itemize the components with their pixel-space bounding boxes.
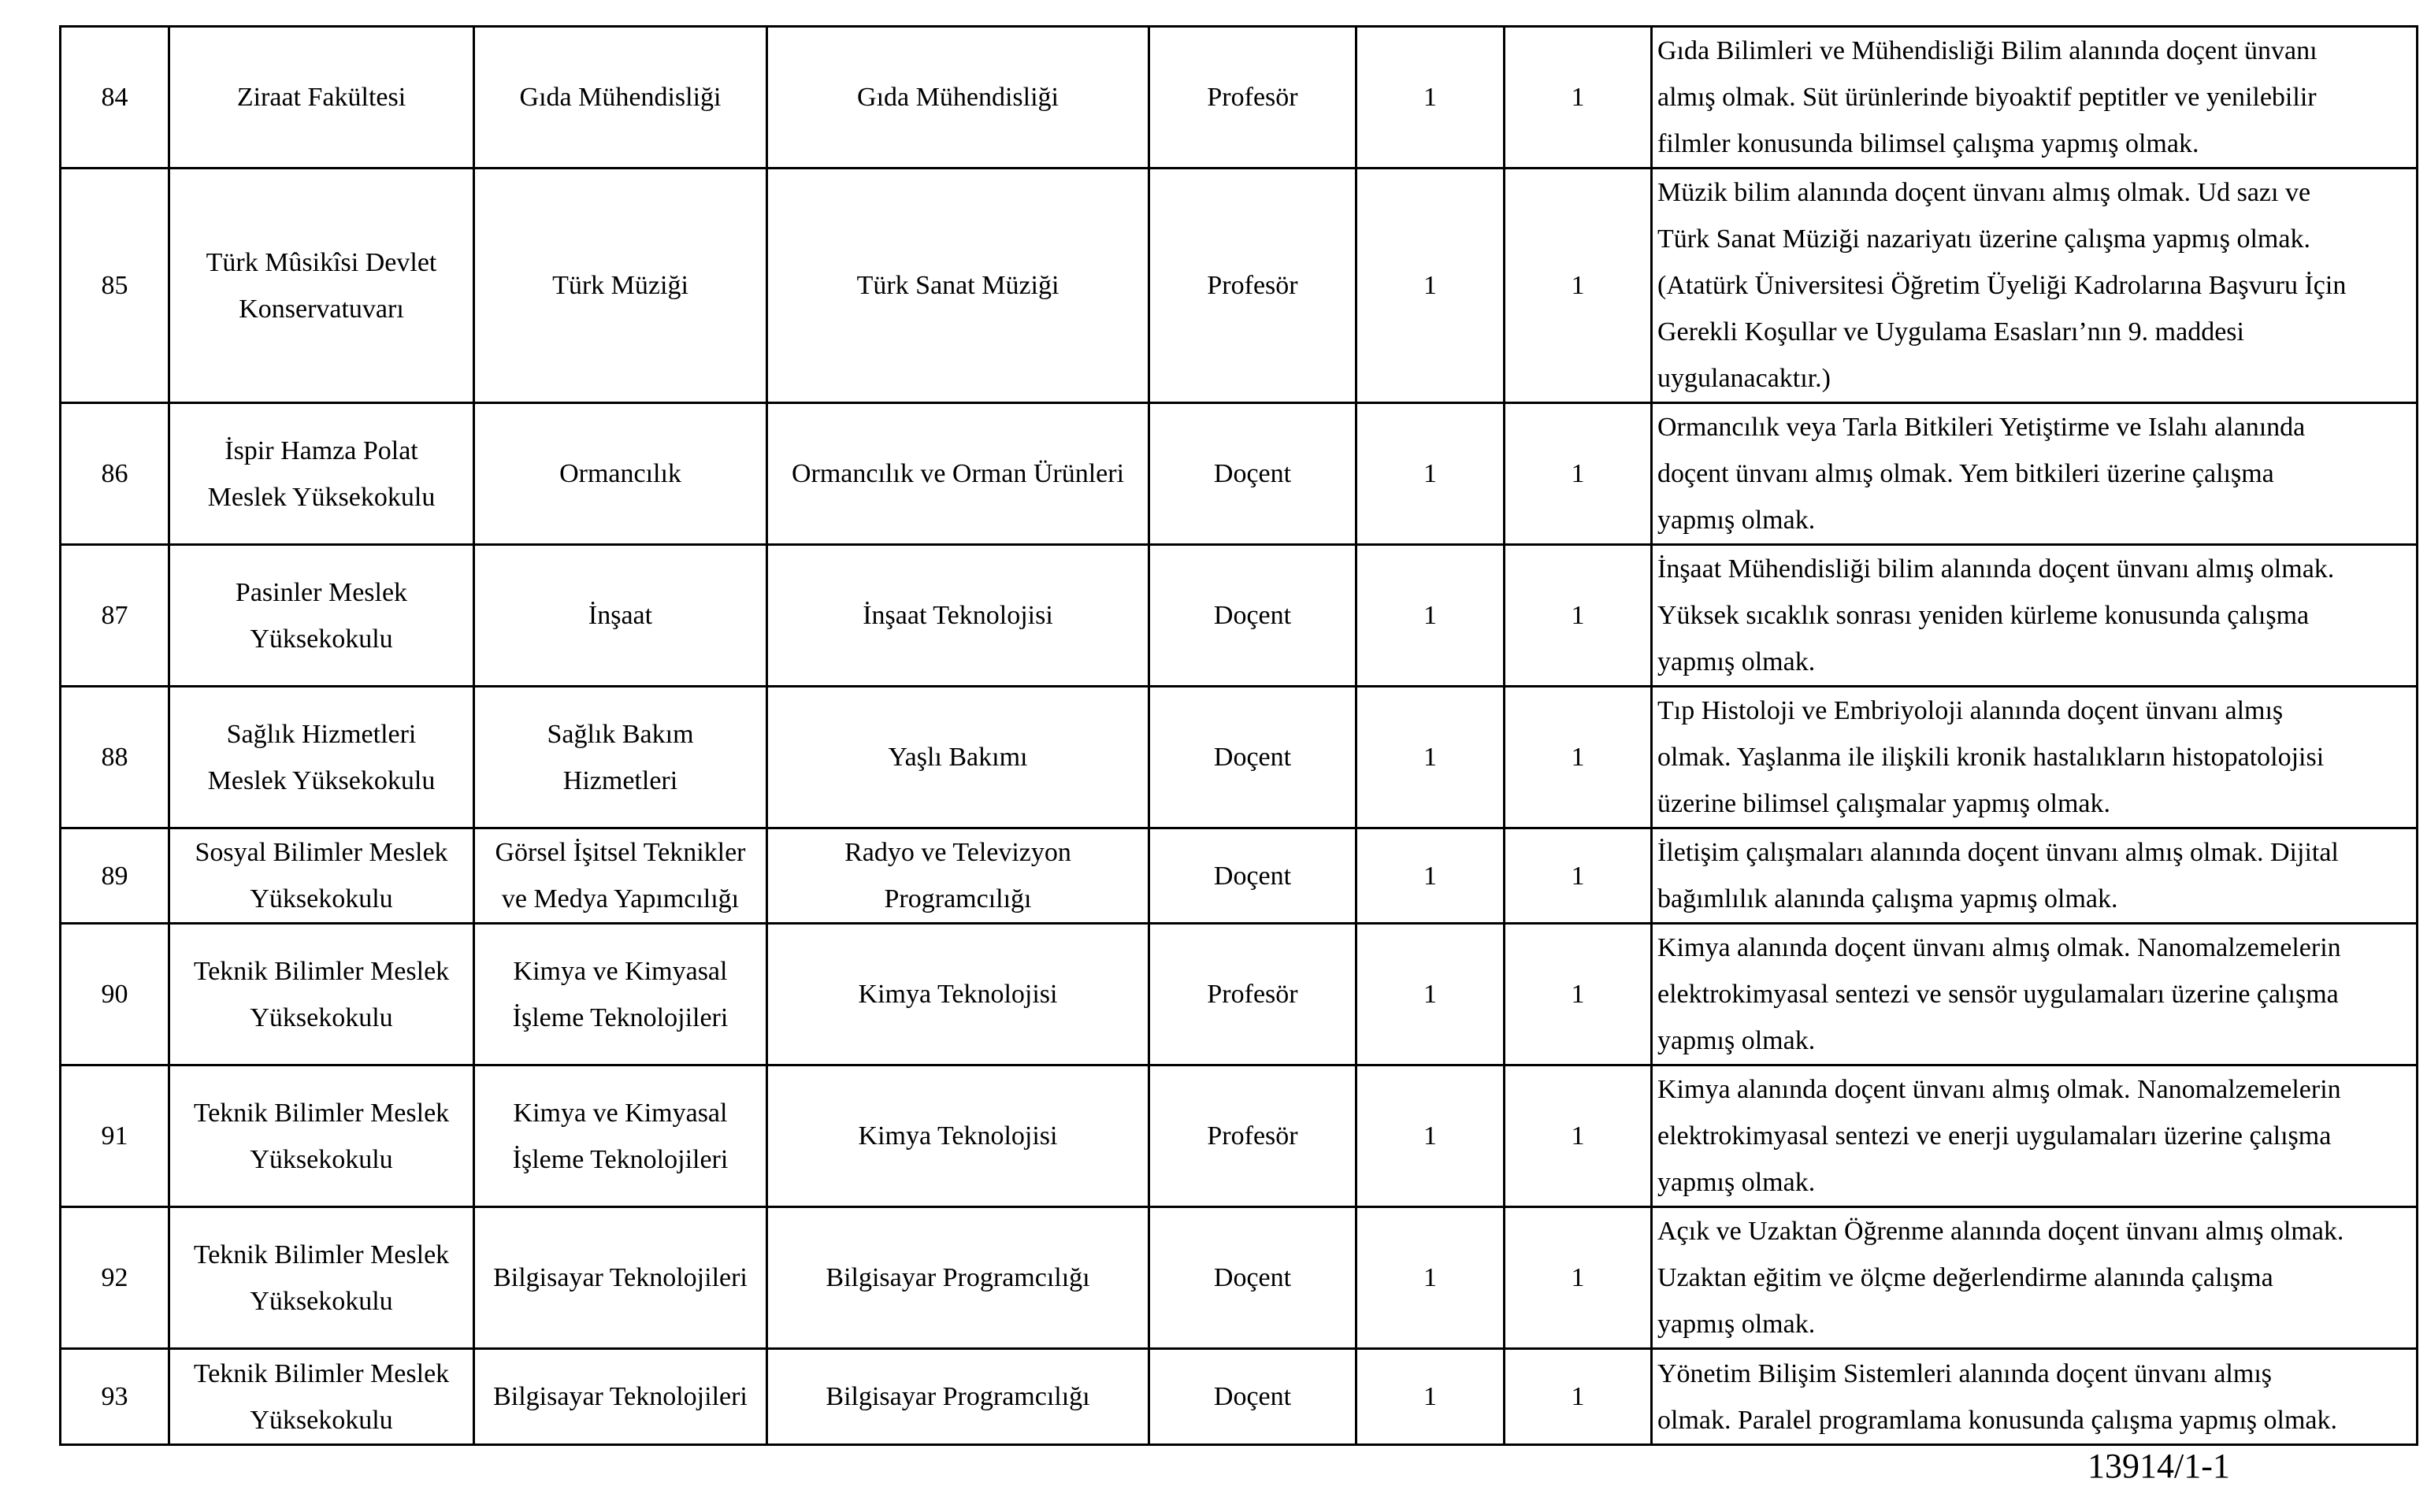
department-cell [474,545,767,687]
department-line: Kimya ve Kimyasal [513,1098,728,1128]
degree-cell: 1 [1356,924,1505,1065]
unit-name-line: Yüksekokulu [250,1405,393,1435]
requirements-line: Gıda Bilimleri ve Mühendisliği Bilim alanında doçent ünvanı [1657,36,2318,65]
department-cell [474,687,767,828]
unit-name-line: Pasinler Meslek [235,577,408,607]
row-number-cell: 84 [61,27,169,169]
position-count-cell: 1 [1505,169,1652,403]
unit-name-cell [169,1207,474,1349]
program-name-line: İnşaat Teknolojisi [863,601,1053,630]
unit-name-cell [169,687,474,828]
program-name-line: Programcılığı [884,884,1032,914]
department-cell [474,27,767,169]
requirements-line: (Atatürk Üniversitesi Öğretim Üyeliği Kadrolarına Başvuru İçin [1657,271,2347,300]
program-name-line: Bilgisayar Programcılığı [826,1263,1090,1292]
degree-cell: 1 [1356,1207,1505,1349]
position-count-cell: 1 [1505,1207,1652,1349]
requirements-cell [1652,687,2418,828]
department-line: ve Medya Yapımcılığı [501,884,740,914]
department-line: Sağlık Bakım [547,719,694,749]
program-name-cell [767,1207,1149,1349]
requirements-line: yapmış olmak. [1657,506,1816,535]
department-line: İşleme Teknolojileri [512,1144,729,1174]
requirements-line: İletişim çalışmaları alanında doçent ünvanı almış olmak. Dijital [1657,838,2339,867]
degree-cell: 1 [1356,545,1505,687]
requirements-cell [1652,1207,2418,1349]
program-name-line: Yaşlı Bakımı [888,743,1028,772]
academic-title-cell: Doçent [1149,545,1356,687]
department-cell [474,1065,767,1207]
table-row [61,1349,2418,1445]
requirements-line: almış olmak. Süt ürünlerinde biyoaktif peptitler ve yenilebilir [1657,83,2317,112]
unit-name-line: Yüksekokulu [250,624,393,654]
requirements-line: Kimya alanında doçent ünvanı almış olmak. Nanomalzemelerin [1657,1075,2341,1104]
table-row [61,27,2418,169]
requirements-line: uygulanacaktır.) [1657,364,1831,393]
unit-name-cell [169,1065,474,1207]
unit-name-line: Teknik Bilimler Meslek [193,956,450,986]
unit-name-line: Yüksekokulu [250,884,393,914]
table-row [61,403,2418,545]
requirements-line: üzerine bilimsel çalışmalar yapmış olmak. [1657,789,2110,818]
department-line: Türk Müziği [552,271,688,300]
unit-name-line: Sağlık Hizmetleri [226,719,417,749]
position-count-cell: 1 [1505,545,1652,687]
department-line: Bilgisayar Teknolojileri [493,1263,748,1292]
department-line: Gıda Mühendisliği [519,83,722,112]
requirements-line: yapmış olmak. [1657,647,1816,676]
academic-title-cell: Doçent [1149,1349,1356,1445]
requirements-line: filmler konusunda bilimsel çalışma yapmış olmak. [1657,129,2199,158]
department-line: Kimya ve Kimyasal [513,956,728,986]
requirements-line: bağımlılık alanında çalışma yapmış olmak. [1657,884,2118,914]
program-name-cell [767,1349,1149,1445]
position-count-cell: 1 [1505,828,1652,924]
requirements-cell [1652,1065,2418,1207]
requirements-cell [1652,828,2418,924]
requirements-line: Gerekli Koşullar ve Uygulama Esasları’nın 9. maddesi [1657,317,2244,346]
academic-title-cell: Doçent [1149,828,1356,924]
unit-name-line: Sosyal Bilimler Meslek [195,838,448,867]
requirements-line: olmak. Yaşlanma ile ilişkili kronik hastalıkların histopatolojisi [1657,743,2325,772]
academic-title-cell: Profesör [1149,1065,1356,1207]
program-name-cell [767,1065,1149,1207]
academic-title-cell: Profesör [1149,27,1356,169]
unit-name-line: Meslek Yüksekokulu [207,765,436,795]
unit-name-cell [169,27,474,169]
requirements-line: Kimya alanında doçent ünvanı almış olmak. Nanomalzemelerin [1657,933,2341,962]
academic-title-cell: Doçent [1149,403,1356,545]
program-name-line: Kimya Teknolojisi [858,980,1058,1009]
department-cell [474,1349,767,1445]
program-name-cell [767,403,1149,545]
unit-name-line: Yüksekokulu [250,1286,393,1316]
academic-title-cell: Profesör [1149,924,1356,1065]
requirements-line: elektrokimyasal sentezi ve enerji uygulamaları üzerine çalışma [1657,1121,2332,1151]
row-number-cell: 90 [61,924,169,1065]
degree-cell: 1 [1356,687,1505,828]
requirements-line: doçent ünvanı almış olmak. Yem bitkileri üzerine çalışma [1657,459,2274,488]
unit-name-line: Teknik Bilimler Meslek [193,1098,450,1128]
unit-name-cell [169,1349,474,1445]
row-number-cell: 93 [61,1349,169,1445]
table-body [61,27,2418,1445]
degree-cell: 1 [1356,1349,1505,1445]
program-name-cell [767,924,1149,1065]
department-cell [474,924,767,1065]
table-row [61,1065,2418,1207]
position-count-cell: 1 [1505,687,1652,828]
requirements-line: İnşaat Mühendisliği bilim alanında doçent ünvanı almış olmak. [1657,554,2335,584]
program-name-cell [767,687,1149,828]
requirements-cell [1652,403,2418,545]
requirements-line: Ormancılık veya Tarla Bitkileri Yetiştirme ve Islahı alanında [1657,413,2306,442]
unit-name-line: Türk Mûsikîsi Devlet [206,247,437,277]
degree-cell: 1 [1356,27,1505,169]
requirements-cell [1652,27,2418,169]
row-number-cell: 88 [61,687,169,828]
unit-name-line: Meslek Yüksekokulu [207,482,436,512]
table-row [61,545,2418,687]
requirements-line: yapmış olmak. [1657,1026,1816,1055]
position-count-cell: 1 [1505,403,1652,545]
row-number-cell: 87 [61,545,169,687]
program-name-line: Gıda Mühendisliği [857,83,1059,112]
unit-name-cell [169,924,474,1065]
department-line: Hizmetleri [562,765,678,795]
row-number-cell: 85 [61,169,169,403]
requirements-line: yapmış olmak. [1657,1168,1816,1197]
table-row [61,687,2418,828]
unit-name-cell [169,828,474,924]
position-count-cell: 1 [1505,27,1652,169]
academic-title-cell: Doçent [1149,1207,1356,1349]
requirements-line: yapmış olmak. [1657,1310,1816,1339]
program-name-line: Bilgisayar Programcılığı [826,1382,1090,1411]
academic-title-cell: Doçent [1149,687,1356,828]
requirements-line: olmak. Paralel programlama konusunda çalışma yapmış olmak. [1657,1405,2337,1435]
department-cell [474,1207,767,1349]
requirements-line: Tıp Histoloji ve Embriyoloji alanında doçent ünvanı almış [1657,696,2284,725]
department-line: İnşaat [588,601,653,630]
unit-name-line: Ziraat Fakültesi [236,83,406,112]
requirements-line: Yönetim Bilişim Sistemleri alanında doçent ünvanı almış [1657,1358,2272,1388]
positions-table [59,25,2418,1446]
degree-cell: 1 [1356,403,1505,545]
program-name-line: Ormancılık ve Orman Ürünleri [791,459,1125,488]
department-cell [474,403,767,545]
row-number-cell: 86 [61,403,169,545]
program-name-cell [767,545,1149,687]
degree-cell: 1 [1356,828,1505,924]
unit-name-line: Yüksekokulu [250,1002,393,1032]
program-name-cell [767,828,1149,924]
unit-name-cell [169,169,474,403]
program-name-cell [767,27,1149,169]
requirements-line: Müzik bilim alanında doçent ünvanı almış olmak. Ud sazı ve [1657,178,2311,207]
position-count-cell: 1 [1505,924,1652,1065]
unit-name-line: Konservatuvarı [239,294,404,324]
department-line: Görsel İşitsel Teknikler [495,838,746,867]
table-row [61,169,2418,403]
degree-cell: 1 [1356,169,1505,403]
department-cell [474,828,767,924]
program-name-cell [767,169,1149,403]
unit-name-line: Yüksekokulu [250,1144,393,1174]
unit-name-line: Teknik Bilimler Meslek [193,1358,450,1388]
department-line: İşleme Teknolojileri [512,1002,729,1032]
program-name-line: Radyo ve Televizyon [844,838,1071,867]
program-name-line: Kimya Teknolojisi [858,1121,1058,1151]
position-count-cell: 1 [1505,1065,1652,1207]
department-line: Bilgisayar Teknolojileri [493,1382,748,1411]
requirements-line: Türk Sanat Müziği nazariyatı üzerine çalışma yapmış olmak. [1657,224,2310,254]
unit-name-line: İspir Hamza Polat [225,435,418,465]
unit-name-line: Teknik Bilimler Meslek [193,1240,450,1269]
row-number-cell: 89 [61,828,169,924]
department-line: Ormancılık [559,459,681,488]
academic-title-cell: Profesör [1149,169,1356,403]
requirements-line: Yüksek sıcaklık sonrası yeniden kürleme konusunda çalışma [1657,601,2310,630]
position-count-cell: 1 [1505,1349,1652,1445]
document-number: 13914/1-1 [2087,1447,2230,1485]
requirements-cell [1652,1349,2418,1445]
table-row [61,1207,2418,1349]
unit-name-cell [169,545,474,687]
table-row [61,924,2418,1065]
requirements-cell [1652,169,2418,403]
requirements-line: elektrokimyasal sentezi ve sensör uygulamaları üzerine çalışma [1657,980,2339,1009]
requirements-line: Açık ve Uzaktan Öğrenme alanında doçent ünvanı almış olmak. [1657,1217,2344,1246]
department-cell [474,169,767,403]
requirements-cell [1652,924,2418,1065]
unit-name-cell [169,403,474,545]
program-name-line: Türk Sanat Müziği [856,271,1059,300]
table-row [61,828,2418,924]
requirements-cell [1652,545,2418,687]
row-number-cell: 91 [61,1065,169,1207]
degree-cell: 1 [1356,1065,1505,1207]
requirements-line: Uzaktan eğitim ve ölçme değerlendirme alanında çalışma [1657,1263,2273,1292]
row-number-cell: 92 [61,1207,169,1349]
